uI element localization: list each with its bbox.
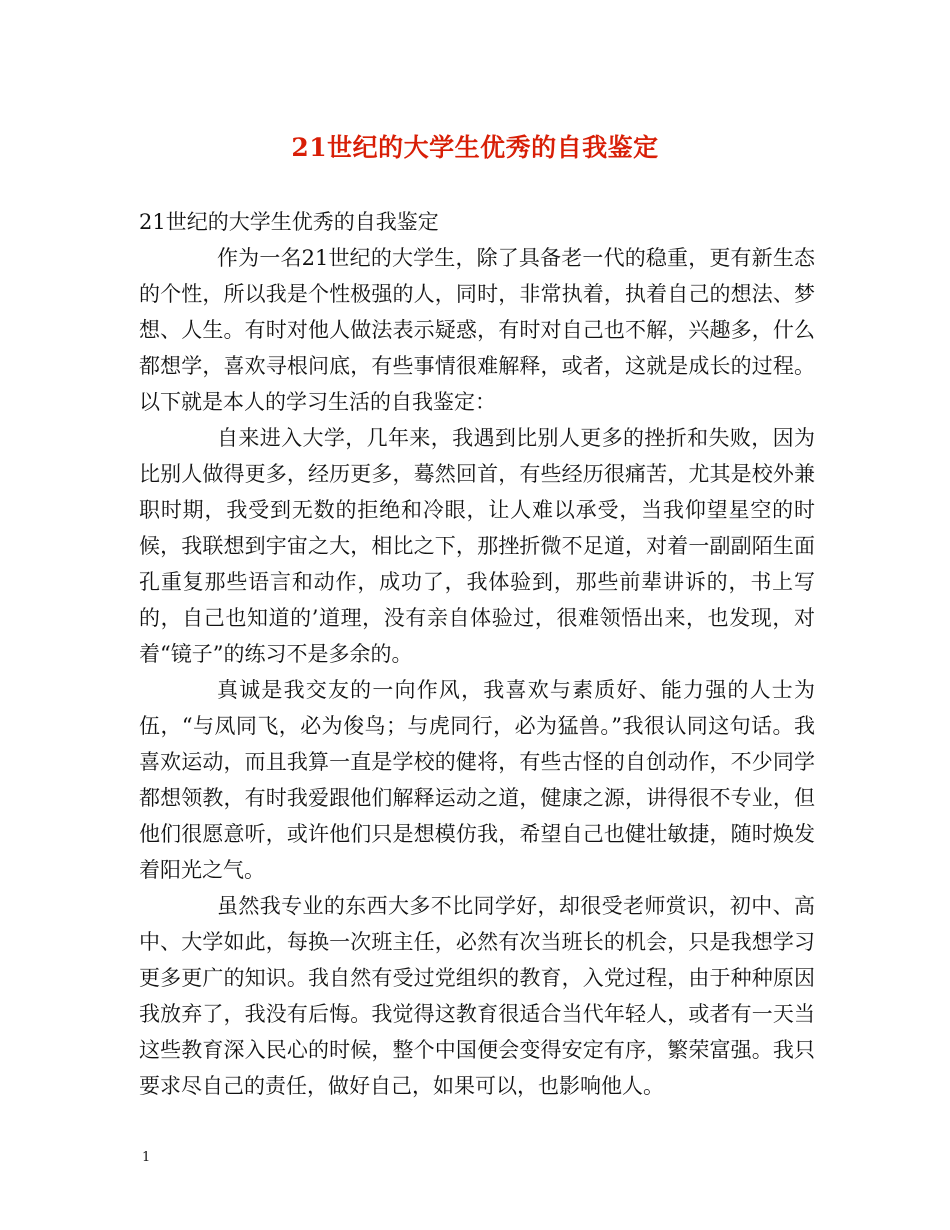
- paragraph-intro: 作为一名21世纪的大学生，除了具备老一代的稳重，更有新生态的个性，所以我是个性极强的人，同时，非常执着，执着自己的想法、梦想、人生。有时对他人做法表示疑惑，有时对自己也不解，兴趣多，什么都想学，喜欢寻根问底，有些事情很难解释，或者，这就是成长的过程。以下就是本人的学习生活的自我鉴定：: [139, 246, 815, 414]
- page-number: 1: [142, 1150, 151, 1165]
- document-body: [139, 204, 815, 1104]
- paragraph-experience: 自来进入大学，几年来，我遇到比别人更多的挫折和失败，因为比别人做得更多，经历更多，蓦然回首，有些经历很痛苦，尤其是校外兼职时期，我受到无数的拒绝和冷眼，让人难以承受，当我仰望星空的时候，我联想到宇宙之大，相比之下，那挫折微不足道，对着一副副陌生面孔重复那些语言和动作，成功了，我体验到，那些前辈讲诉的，书上写的，自己也知道的’道理，没有亲自体验过，很难领悟出来，也发现，对着“镜子”的练习不是多余的。: [139, 426, 815, 666]
- paragraph-study: 虽然我专业的东西大多不比同学好，却很受老师赏识，初中、高中、大学如此，每换一次班主任，必然有次当班长的机会，只是我想学习更多更广的知识。我自然有受过党组织的教育，入党过程，由于种种原因我放弃了，我没有后悔。我觉得这教育很适合当代年轻人，或者有一天当这些教育深入民心的时候，整个中国便会变得安定有序，繁荣富强。我只要求尽自己的责任，做好自己，如果可以，也影响他人。: [139, 894, 815, 1098]
- document-subtitle: 21世纪的大学生优秀的自我鉴定: [139, 210, 439, 234]
- paragraph-friendship: 真诚是我交友的一向作风，我喜欢与素质好、能力强的人士为伍，“与凤同飞，必为俊鸟；与虎同行，必为猛兽。”我很认同这句话。我喜欢运动，而且我算一直是学校的健将，有些古怪的自创动作，不少同学都想领教，有时我爱跟他们解释运动之道，健康之源，讲得很不专业，但他们很愿意听，或许他们只是想模仿我，希望自己也健壮敏捷，随时焕发着阳光之气。: [139, 678, 815, 882]
- document-title: 21世纪的大学生优秀的自我鉴定: [291, 133, 659, 162]
